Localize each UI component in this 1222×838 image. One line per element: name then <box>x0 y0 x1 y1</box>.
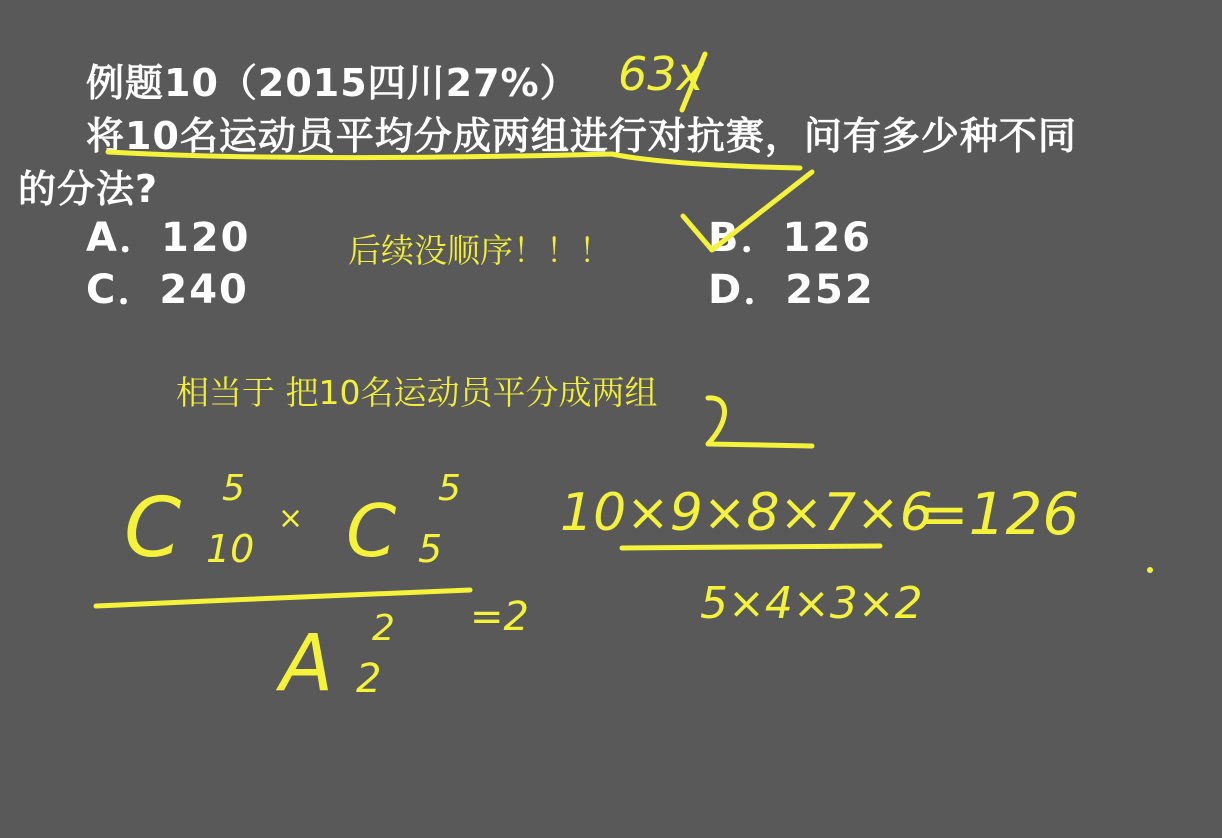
formula-a: A <box>280 619 334 709</box>
calc-result: =126 <box>920 480 1080 548</box>
formula-c-b-sub: 5 <box>418 527 443 571</box>
formula-times: × <box>278 501 304 536</box>
calc-denominator: 5×4×3×2 <box>700 578 923 629</box>
question-underline <box>108 152 800 168</box>
option-b-value: 126 <box>782 215 872 261</box>
option-d-value: 252 <box>785 267 875 313</box>
calc-numerator: 10×9×8×7×6 <box>560 483 933 543</box>
formula-fraction-rhs: =2 <box>470 594 529 640</box>
option-c-letter: C <box>86 267 118 313</box>
note-stroke-two <box>708 398 812 446</box>
calc-fraction-bar <box>622 546 880 548</box>
formula-c-b: C <box>346 489 397 573</box>
problem-heading: 例题10（2015四川27%） <box>86 61 579 105</box>
formula-c-a-sub: 10 <box>206 527 255 571</box>
note-equivalent: 相当于 把10名运动员平分成两组 <box>176 373 658 412</box>
formula-c-a-sup: 5 <box>222 468 245 509</box>
formula-a-sup: 2 <box>372 608 395 649</box>
handwritten-top-note: 63x <box>618 47 704 101</box>
formula-c-b-sup: 5 <box>438 468 461 509</box>
option-separator: ． <box>743 267 786 313</box>
option-a-value: 120 <box>160 215 251 261</box>
formula-a-sub: 2 <box>356 656 382 702</box>
answer-check-mark <box>683 172 812 250</box>
option-c-value: 240 <box>159 267 249 313</box>
option-separator: ． <box>118 215 161 261</box>
option-separator: ． <box>117 267 160 313</box>
formula-fraction-bar <box>96 590 470 606</box>
option-b-letter: B <box>708 215 741 261</box>
question-line-1: 将10名运动员平均分成两组进行对抗赛，问有多少种不同 <box>86 114 1077 158</box>
option-d-letter: D <box>708 267 744 313</box>
question-line-2: 的分法? <box>18 167 159 211</box>
option-a-letter: A <box>86 215 119 261</box>
formula-c-a: C <box>124 481 182 576</box>
option-separator: ． <box>740 215 783 261</box>
note-no-order: 后续没顺序！！！ <box>348 231 612 270</box>
stray-dot <box>1147 567 1153 573</box>
